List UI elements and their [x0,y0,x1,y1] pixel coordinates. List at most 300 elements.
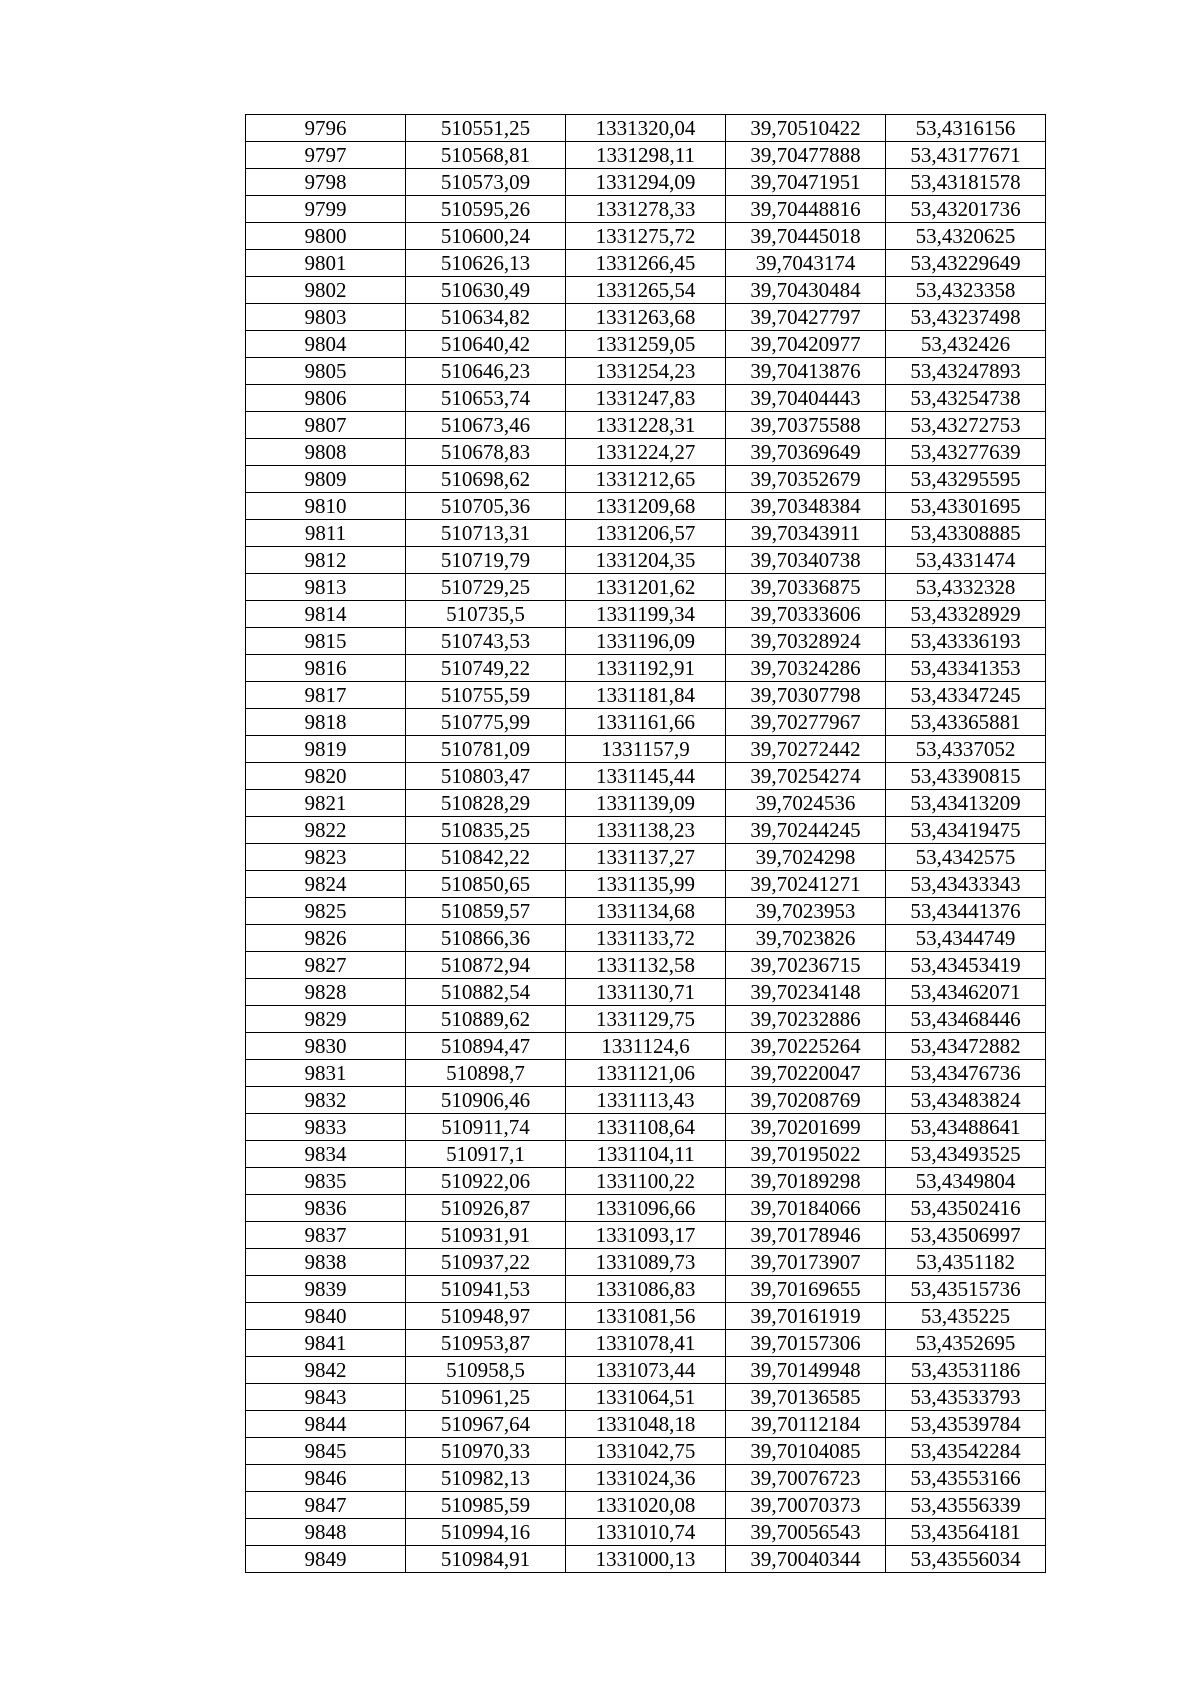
longitude-cell: 39,7024298 [726,844,886,871]
latitude-cell: 53,4316156 [886,115,1046,142]
x-coordinate-cell: 510898,7 [406,1060,566,1087]
longitude-cell: 39,70343911 [726,520,886,547]
point-number-cell: 9834 [246,1141,406,1168]
x-coordinate-cell: 510678,83 [406,439,566,466]
table-row [246,277,1046,304]
x-coordinate-cell: 510626,13 [406,250,566,277]
x-coordinate-cell: 510713,31 [406,520,566,547]
y-coordinate-cell: 1331121,06 [566,1060,726,1087]
table-row [246,1222,1046,1249]
latitude-cell: 53,43453419 [886,952,1046,979]
y-coordinate-cell: 1331135,99 [566,871,726,898]
y-coordinate-cell: 1331209,68 [566,493,726,520]
longitude-cell: 39,70225264 [726,1033,886,1060]
y-coordinate-cell: 1331000,13 [566,1546,726,1573]
longitude-cell: 39,70112184 [726,1411,886,1438]
longitude-cell: 39,70369649 [726,439,886,466]
longitude-cell: 39,7023953 [726,898,886,925]
y-coordinate-cell: 1331228,31 [566,412,726,439]
longitude-cell: 39,70445018 [726,223,886,250]
point-number-cell: 9829 [246,1006,406,1033]
latitude-cell: 53,43413209 [886,790,1046,817]
point-number-cell: 9825 [246,898,406,925]
longitude-cell: 39,70136585 [726,1384,886,1411]
x-coordinate-cell: 510872,94 [406,952,566,979]
longitude-cell: 39,70234148 [726,979,886,1006]
longitude-cell: 39,70413876 [726,358,886,385]
y-coordinate-cell: 1331086,83 [566,1276,726,1303]
table-row [246,574,1046,601]
x-coordinate-cell: 510982,13 [406,1465,566,1492]
table-row [246,196,1046,223]
table-row [246,601,1046,628]
latitude-cell: 53,43533793 [886,1384,1046,1411]
table-row [246,1384,1046,1411]
y-coordinate-cell: 1331157,9 [566,736,726,763]
table-row [246,736,1046,763]
longitude-cell: 39,70056543 [726,1519,886,1546]
table-row [246,169,1046,196]
point-number-cell: 9800 [246,223,406,250]
point-number-cell: 9822 [246,817,406,844]
table-row [246,1033,1046,1060]
table-row [246,898,1046,925]
latitude-cell: 53,4323358 [886,277,1046,304]
x-coordinate-cell: 510673,46 [406,412,566,439]
point-number-cell: 9805 [246,358,406,385]
x-coordinate-cell: 510984,91 [406,1546,566,1573]
latitude-cell: 53,43556339 [886,1492,1046,1519]
latitude-cell: 53,43308885 [886,520,1046,547]
y-coordinate-cell: 1331129,75 [566,1006,726,1033]
point-number-cell: 9818 [246,709,406,736]
x-coordinate-cell: 510640,42 [406,331,566,358]
latitude-cell: 53,43295595 [886,466,1046,493]
table-row [246,1195,1046,1222]
longitude-cell: 39,70169655 [726,1276,886,1303]
latitude-cell: 53,43341353 [886,655,1046,682]
point-number-cell: 9815 [246,628,406,655]
table-row [246,358,1046,385]
latitude-cell: 53,43556034 [886,1546,1046,1573]
y-coordinate-cell: 1331139,09 [566,790,726,817]
table-row [246,331,1046,358]
x-coordinate-cell: 510926,87 [406,1195,566,1222]
latitude-cell: 53,43502416 [886,1195,1046,1222]
x-coordinate-cell: 510941,53 [406,1276,566,1303]
longitude-cell: 39,70244245 [726,817,886,844]
x-coordinate-cell: 510922,06 [406,1168,566,1195]
x-coordinate-cell: 510894,47 [406,1033,566,1060]
point-number-cell: 9806 [246,385,406,412]
y-coordinate-cell: 1331078,41 [566,1330,726,1357]
point-number-cell: 9836 [246,1195,406,1222]
longitude-cell: 39,70189298 [726,1168,886,1195]
longitude-cell: 39,70477888 [726,142,886,169]
latitude-cell: 53,43177671 [886,142,1046,169]
latitude-cell: 53,43347245 [886,682,1046,709]
x-coordinate-cell: 510634,82 [406,304,566,331]
x-coordinate-cell: 510917,1 [406,1141,566,1168]
table-row [246,1303,1046,1330]
y-coordinate-cell: 1331010,74 [566,1519,726,1546]
point-number-cell: 9839 [246,1276,406,1303]
table-row [246,1357,1046,1384]
longitude-cell: 39,70149948 [726,1357,886,1384]
y-coordinate-cell: 1331137,27 [566,844,726,871]
x-coordinate-cell: 510970,33 [406,1438,566,1465]
x-coordinate-cell: 510749,22 [406,655,566,682]
longitude-cell: 39,70427797 [726,304,886,331]
latitude-cell: 53,4342575 [886,844,1046,871]
y-coordinate-cell: 1331199,34 [566,601,726,628]
coordinates-table-body [246,115,1046,1573]
point-number-cell: 9809 [246,466,406,493]
table-row [246,1006,1046,1033]
x-coordinate-cell: 510882,54 [406,979,566,1006]
y-coordinate-cell: 1331042,75 [566,1438,726,1465]
latitude-cell: 53,43564181 [886,1519,1046,1546]
longitude-cell: 39,70352679 [726,466,886,493]
latitude-cell: 53,43254738 [886,385,1046,412]
table-row [246,547,1046,574]
longitude-cell: 39,70324286 [726,655,886,682]
x-coordinate-cell: 510551,25 [406,115,566,142]
point-number-cell: 9799 [246,196,406,223]
x-coordinate-cell: 510911,74 [406,1114,566,1141]
longitude-cell: 39,70448816 [726,196,886,223]
latitude-cell: 53,43472882 [886,1033,1046,1060]
longitude-cell: 39,70236715 [726,952,886,979]
y-coordinate-cell: 1331247,83 [566,385,726,412]
latitude-cell: 53,4349804 [886,1168,1046,1195]
x-coordinate-cell: 510850,65 [406,871,566,898]
table-row [246,655,1046,682]
latitude-cell: 53,43247893 [886,358,1046,385]
point-number-cell: 9814 [246,601,406,628]
y-coordinate-cell: 1331073,44 [566,1357,726,1384]
table-row [246,493,1046,520]
latitude-cell: 53,43468446 [886,1006,1046,1033]
x-coordinate-cell: 510595,26 [406,196,566,223]
longitude-cell: 39,70471951 [726,169,886,196]
x-coordinate-cell: 510698,62 [406,466,566,493]
latitude-cell: 53,43433343 [886,871,1046,898]
x-coordinate-cell: 510705,36 [406,493,566,520]
y-coordinate-cell: 1331196,09 [566,628,726,655]
point-number-cell: 9830 [246,1033,406,1060]
longitude-cell: 39,70076723 [726,1465,886,1492]
x-coordinate-cell: 510948,97 [406,1303,566,1330]
y-coordinate-cell: 1331093,17 [566,1222,726,1249]
longitude-cell: 39,70104085 [726,1438,886,1465]
y-coordinate-cell: 1331024,36 [566,1465,726,1492]
table-row [246,520,1046,547]
y-coordinate-cell: 1331259,05 [566,331,726,358]
x-coordinate-cell: 510931,91 [406,1222,566,1249]
table-row [246,115,1046,142]
longitude-cell: 39,7024536 [726,790,886,817]
longitude-cell: 39,70254274 [726,763,886,790]
table-row [246,1114,1046,1141]
longitude-cell: 39,70272442 [726,736,886,763]
x-coordinate-cell: 510803,47 [406,763,566,790]
point-number-cell: 9835 [246,1168,406,1195]
longitude-cell: 39,70232886 [726,1006,886,1033]
point-number-cell: 9847 [246,1492,406,1519]
point-number-cell: 9808 [246,439,406,466]
table-row [246,871,1046,898]
point-number-cell: 9840 [246,1303,406,1330]
longitude-cell: 39,70208769 [726,1087,886,1114]
latitude-cell: 53,43181578 [886,169,1046,196]
x-coordinate-cell: 510937,22 [406,1249,566,1276]
point-number-cell: 9848 [246,1519,406,1546]
point-number-cell: 9831 [246,1060,406,1087]
x-coordinate-cell: 510600,24 [406,223,566,250]
table-row [246,304,1046,331]
coordinates-table [245,114,1046,1573]
latitude-cell: 53,43441376 [886,898,1046,925]
latitude-cell: 53,43476736 [886,1060,1046,1087]
x-coordinate-cell: 510646,23 [406,358,566,385]
longitude-cell: 39,70333606 [726,601,886,628]
table-row [246,1168,1046,1195]
point-number-cell: 9821 [246,790,406,817]
x-coordinate-cell: 510743,53 [406,628,566,655]
latitude-cell: 53,43277639 [886,439,1046,466]
x-coordinate-cell: 510573,09 [406,169,566,196]
x-coordinate-cell: 510835,25 [406,817,566,844]
y-coordinate-cell: 1331138,23 [566,817,726,844]
latitude-cell: 53,43553166 [886,1465,1046,1492]
y-coordinate-cell: 1331181,84 [566,682,726,709]
latitude-cell: 53,43201736 [886,196,1046,223]
table-row [246,1546,1046,1573]
longitude-cell: 39,70336875 [726,574,886,601]
table-row [246,844,1046,871]
point-number-cell: 9827 [246,952,406,979]
table-row [246,250,1046,277]
table-row [246,1519,1046,1546]
x-coordinate-cell: 510729,25 [406,574,566,601]
point-number-cell: 9812 [246,547,406,574]
point-number-cell: 9813 [246,574,406,601]
point-number-cell: 9811 [246,520,406,547]
point-number-cell: 9810 [246,493,406,520]
point-number-cell: 9816 [246,655,406,682]
x-coordinate-cell: 510866,36 [406,925,566,952]
y-coordinate-cell: 1331204,35 [566,547,726,574]
point-number-cell: 9837 [246,1222,406,1249]
y-coordinate-cell: 1331064,51 [566,1384,726,1411]
y-coordinate-cell: 1331145,44 [566,763,726,790]
point-number-cell: 9828 [246,979,406,1006]
table-row [246,979,1046,1006]
x-coordinate-cell: 510653,74 [406,385,566,412]
latitude-cell: 53,43539784 [886,1411,1046,1438]
longitude-cell: 39,70340738 [726,547,886,574]
table-row [246,1060,1046,1087]
x-coordinate-cell: 510889,62 [406,1006,566,1033]
x-coordinate-cell: 510842,22 [406,844,566,871]
y-coordinate-cell: 1331132,58 [566,952,726,979]
y-coordinate-cell: 1331224,27 [566,439,726,466]
x-coordinate-cell: 510775,99 [406,709,566,736]
point-number-cell: 9826 [246,925,406,952]
point-number-cell: 9823 [246,844,406,871]
latitude-cell: 53,43272753 [886,412,1046,439]
y-coordinate-cell: 1331081,56 [566,1303,726,1330]
table-row [246,925,1046,952]
point-number-cell: 9807 [246,412,406,439]
longitude-cell: 39,70195022 [726,1141,886,1168]
longitude-cell: 39,70420977 [726,331,886,358]
y-coordinate-cell: 1331212,65 [566,466,726,493]
table-row [246,1276,1046,1303]
point-number-cell: 9803 [246,304,406,331]
latitude-cell: 53,43365881 [886,709,1046,736]
longitude-cell: 39,7023826 [726,925,886,952]
point-number-cell: 9824 [246,871,406,898]
latitude-cell: 53,43237498 [886,304,1046,331]
longitude-cell: 39,70307798 [726,682,886,709]
latitude-cell: 53,43301695 [886,493,1046,520]
table-row [246,952,1046,979]
y-coordinate-cell: 1331298,11 [566,142,726,169]
latitude-cell: 53,4351182 [886,1249,1046,1276]
point-number-cell: 9838 [246,1249,406,1276]
longitude-cell: 39,70404443 [726,385,886,412]
table-row [246,709,1046,736]
latitude-cell: 53,43542284 [886,1438,1046,1465]
longitude-cell: 39,70201699 [726,1114,886,1141]
point-number-cell: 9842 [246,1357,406,1384]
latitude-cell: 53,43419475 [886,817,1046,844]
point-number-cell: 9841 [246,1330,406,1357]
longitude-cell: 39,70375588 [726,412,886,439]
x-coordinate-cell: 510755,59 [406,682,566,709]
point-number-cell: 9832 [246,1087,406,1114]
latitude-cell: 53,43506997 [886,1222,1046,1249]
latitude-cell: 53,43462071 [886,979,1046,1006]
table-row [246,412,1046,439]
x-coordinate-cell: 510906,46 [406,1087,566,1114]
latitude-cell: 53,43493525 [886,1141,1046,1168]
latitude-cell: 53,43390815 [886,763,1046,790]
y-coordinate-cell: 1331113,43 [566,1087,726,1114]
y-coordinate-cell: 1331265,54 [566,277,726,304]
y-coordinate-cell: 1331130,71 [566,979,726,1006]
y-coordinate-cell: 1331124,6 [566,1033,726,1060]
latitude-cell: 53,43229649 [886,250,1046,277]
longitude-cell: 39,70348384 [726,493,886,520]
y-coordinate-cell: 1331201,62 [566,574,726,601]
x-coordinate-cell: 510719,79 [406,547,566,574]
y-coordinate-cell: 1331254,23 [566,358,726,385]
table-row [246,790,1046,817]
y-coordinate-cell: 1331161,66 [566,709,726,736]
longitude-cell: 39,70173907 [726,1249,886,1276]
latitude-cell: 53,43328929 [886,601,1046,628]
table-row [246,763,1046,790]
x-coordinate-cell: 510781,09 [406,736,566,763]
y-coordinate-cell: 1331104,11 [566,1141,726,1168]
longitude-cell: 39,70430484 [726,277,886,304]
point-number-cell: 9804 [246,331,406,358]
x-coordinate-cell: 510994,16 [406,1519,566,1546]
latitude-cell: 53,4320625 [886,223,1046,250]
table-row [246,1141,1046,1168]
y-coordinate-cell: 1331206,57 [566,520,726,547]
point-number-cell: 9801 [246,250,406,277]
table-row [246,142,1046,169]
table-row [246,817,1046,844]
point-number-cell: 9798 [246,169,406,196]
latitude-cell: 53,43515736 [886,1276,1046,1303]
latitude-cell: 53,43531186 [886,1357,1046,1384]
y-coordinate-cell: 1331278,33 [566,196,726,223]
x-coordinate-cell: 510985,59 [406,1492,566,1519]
x-coordinate-cell: 510735,5 [406,601,566,628]
x-coordinate-cell: 510961,25 [406,1384,566,1411]
table-row [246,466,1046,493]
longitude-cell: 39,70184066 [726,1195,886,1222]
longitude-cell: 39,70277967 [726,709,886,736]
y-coordinate-cell: 1331266,45 [566,250,726,277]
y-coordinate-cell: 1331133,72 [566,925,726,952]
latitude-cell: 53,4352695 [886,1330,1046,1357]
table-row [246,439,1046,466]
longitude-cell: 39,70040344 [726,1546,886,1573]
point-number-cell: 9844 [246,1411,406,1438]
y-coordinate-cell: 1331089,73 [566,1249,726,1276]
table-row [246,385,1046,412]
x-coordinate-cell: 510568,81 [406,142,566,169]
point-number-cell: 9833 [246,1114,406,1141]
table-row [246,1249,1046,1276]
table-row [246,628,1046,655]
table-row [246,1492,1046,1519]
point-number-cell: 9849 [246,1546,406,1573]
y-coordinate-cell: 1331134,68 [566,898,726,925]
x-coordinate-cell: 510630,49 [406,277,566,304]
y-coordinate-cell: 1331192,91 [566,655,726,682]
x-coordinate-cell: 510828,29 [406,790,566,817]
y-coordinate-cell: 1331275,72 [566,223,726,250]
y-coordinate-cell: 1331263,68 [566,304,726,331]
table-row [246,682,1046,709]
longitude-cell: 39,70510422 [726,115,886,142]
longitude-cell: 39,70070373 [726,1492,886,1519]
latitude-cell: 53,4344749 [886,925,1046,952]
point-number-cell: 9843 [246,1384,406,1411]
longitude-cell: 39,70157306 [726,1330,886,1357]
point-number-cell: 9802 [246,277,406,304]
table-row [246,1438,1046,1465]
x-coordinate-cell: 510953,87 [406,1330,566,1357]
table-row [246,1087,1046,1114]
longitude-cell: 39,70161919 [726,1303,886,1330]
y-coordinate-cell: 1331108,64 [566,1114,726,1141]
point-number-cell: 9845 [246,1438,406,1465]
y-coordinate-cell: 1331294,09 [566,169,726,196]
table-row [246,1465,1046,1492]
x-coordinate-cell: 510958,5 [406,1357,566,1384]
point-number-cell: 9820 [246,763,406,790]
latitude-cell: 53,43336193 [886,628,1046,655]
table-row [246,223,1046,250]
